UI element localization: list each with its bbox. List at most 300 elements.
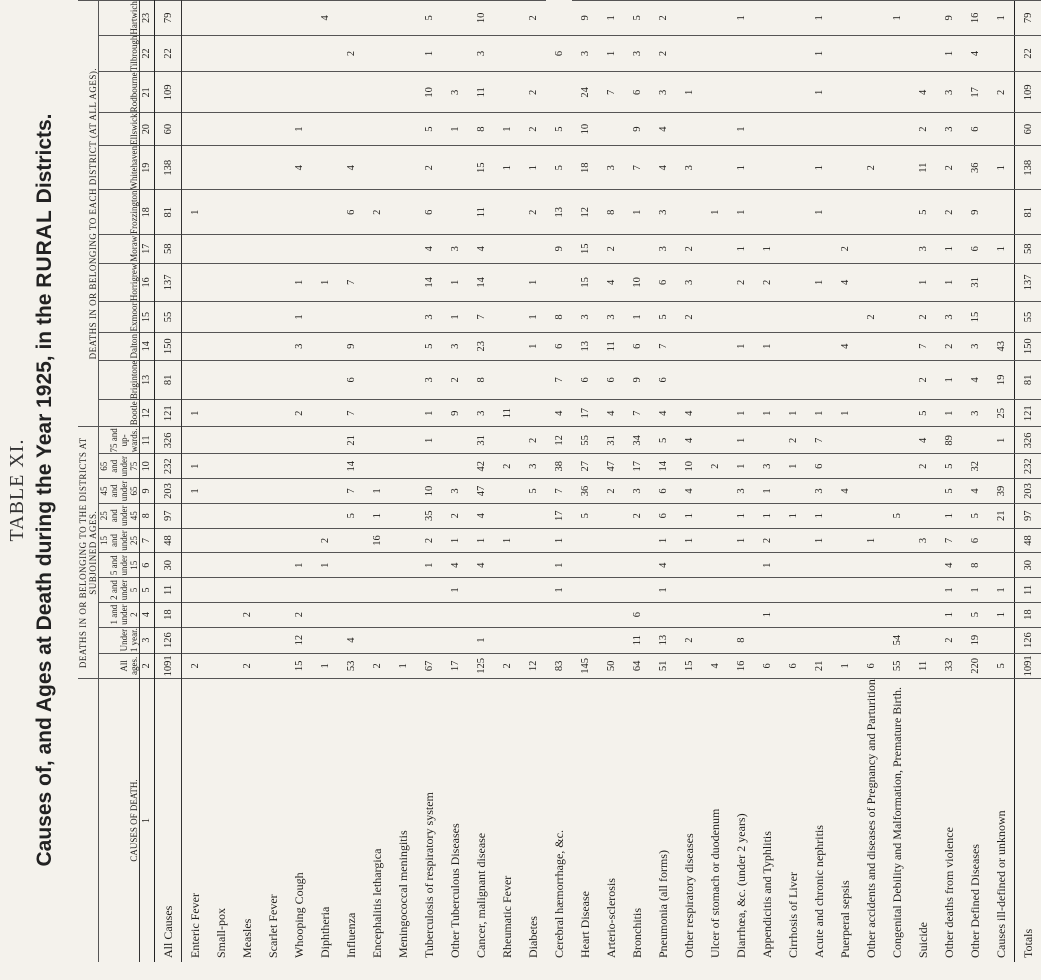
cell-value: 22 bbox=[155, 35, 182, 72]
cell-value bbox=[832, 553, 858, 578]
cell-value: 6 bbox=[598, 360, 624, 400]
cell-value: 2 bbox=[364, 653, 390, 678]
cell-value: 1 bbox=[728, 145, 754, 189]
cell-value: 12 bbox=[520, 653, 546, 678]
cell-value: 11 bbox=[155, 578, 182, 603]
column-header: Bootle bbox=[99, 400, 140, 427]
cell-value: 2 bbox=[416, 145, 442, 189]
column-number: 2 bbox=[140, 653, 155, 678]
cell-value bbox=[988, 553, 1015, 578]
cell-value: 2 bbox=[520, 72, 546, 113]
cell-value: 10 bbox=[416, 72, 442, 113]
cell-value: 1 bbox=[598, 35, 624, 72]
cell-value: 53 bbox=[338, 653, 364, 678]
cell-value bbox=[494, 479, 520, 504]
cell-value: 2 bbox=[598, 479, 624, 504]
cell-value: 51 bbox=[650, 653, 676, 678]
cell-value: 1 bbox=[312, 653, 338, 678]
cell-value: 1 bbox=[494, 113, 520, 146]
cell-value bbox=[260, 1, 286, 36]
cell-value bbox=[312, 332, 338, 360]
cell-value: 326 bbox=[1015, 427, 1041, 454]
cell-value bbox=[676, 35, 702, 72]
cell-value bbox=[260, 302, 286, 333]
cell-value bbox=[286, 578, 312, 603]
cell-value bbox=[234, 234, 260, 263]
cell-value: 31 bbox=[598, 427, 624, 454]
table-row bbox=[390, 1, 416, 963]
cell-value bbox=[208, 332, 234, 360]
column-number: 1 bbox=[140, 679, 155, 962]
cell-value bbox=[260, 145, 286, 189]
cell-value bbox=[390, 35, 416, 72]
cell-value: 4 bbox=[312, 1, 338, 36]
cell-value bbox=[260, 503, 286, 528]
cell-value bbox=[728, 35, 754, 72]
cell-value bbox=[494, 1, 520, 36]
cell-value bbox=[364, 263, 390, 302]
cell-value: 2 bbox=[676, 627, 702, 653]
cell-value: 1 bbox=[832, 400, 858, 427]
cell-value bbox=[832, 454, 858, 479]
cell-value: 2 bbox=[520, 113, 546, 146]
cell-value: 1 bbox=[754, 503, 780, 528]
cell-value bbox=[234, 72, 260, 113]
cell-value bbox=[780, 1, 806, 36]
cell-value bbox=[702, 553, 728, 578]
cell-value: 2 bbox=[702, 454, 728, 479]
table-row bbox=[702, 1, 728, 963]
cell-value bbox=[884, 553, 910, 578]
cell-value: 1 bbox=[754, 234, 780, 263]
cell-value bbox=[546, 602, 572, 627]
cell-value: 6 bbox=[858, 653, 884, 678]
cell-value bbox=[702, 332, 728, 360]
cell-value: 2 bbox=[416, 528, 442, 553]
cell-value bbox=[676, 360, 702, 400]
cell-value: 8 bbox=[962, 553, 988, 578]
table-row bbox=[988, 1, 1015, 963]
cell-value: 5 bbox=[962, 503, 988, 528]
cell-value bbox=[884, 528, 910, 553]
cell-value: 1 bbox=[988, 602, 1015, 627]
cell-value: 55 bbox=[572, 427, 598, 454]
cell-value: 2 bbox=[910, 302, 936, 333]
cell-value bbox=[754, 427, 780, 454]
cell-value: 2 bbox=[858, 145, 884, 189]
cell-value bbox=[364, 113, 390, 146]
cell-value: 3 bbox=[442, 72, 468, 113]
cell-value: 6 bbox=[806, 454, 832, 479]
cause-label: Causes ill-defined or unknown bbox=[988, 679, 1015, 962]
cell-value: 18 bbox=[572, 145, 598, 189]
cell-value: 15 bbox=[572, 263, 598, 302]
cell-value: 4 bbox=[962, 35, 988, 72]
column-header: Rodbourne bbox=[99, 72, 140, 113]
cell-value bbox=[494, 302, 520, 333]
cell-value bbox=[260, 653, 286, 678]
cell-value: 6 bbox=[962, 528, 988, 553]
cell-value: 3 bbox=[754, 454, 780, 479]
cell-value: 1 bbox=[884, 1, 910, 36]
cell-value: 1 bbox=[520, 332, 546, 360]
cell-value: 60 bbox=[1015, 113, 1041, 146]
cell-value: 97 bbox=[155, 503, 182, 528]
cell-value bbox=[546, 72, 572, 113]
cell-value: 30 bbox=[155, 553, 182, 578]
cell-value bbox=[364, 454, 390, 479]
cell-value bbox=[338, 528, 364, 553]
cell-value: 1 bbox=[676, 503, 702, 528]
column-header: All ages. bbox=[99, 653, 140, 678]
cell-value bbox=[754, 190, 780, 235]
cell-value bbox=[234, 113, 260, 146]
cell-value bbox=[390, 528, 416, 553]
cell-value: 1 bbox=[780, 400, 806, 427]
cell-value bbox=[702, 113, 728, 146]
column-header: Under 1 year. bbox=[99, 627, 140, 653]
cell-value bbox=[520, 360, 546, 400]
cell-value bbox=[234, 332, 260, 360]
cell-value bbox=[260, 479, 286, 504]
cell-value bbox=[312, 627, 338, 653]
cell-value bbox=[260, 332, 286, 360]
cause-label: Whooping Cough bbox=[286, 679, 312, 962]
column-header: 1 and under 2 bbox=[99, 602, 140, 627]
cell-value bbox=[884, 427, 910, 454]
cell-value bbox=[728, 72, 754, 113]
cell-value: 9 bbox=[442, 400, 468, 427]
cell-value: 3 bbox=[598, 302, 624, 333]
cell-value bbox=[598, 578, 624, 603]
cause-label: Pneumonia (all forms) bbox=[650, 679, 676, 962]
cell-value bbox=[754, 72, 780, 113]
column-number: 4 bbox=[140, 602, 155, 627]
cell-value bbox=[806, 360, 832, 400]
table-number: TABLE XI. bbox=[6, 438, 28, 542]
cell-value bbox=[858, 479, 884, 504]
cell-value bbox=[364, 602, 390, 627]
cell-value: 3 bbox=[910, 234, 936, 263]
cell-value: 31 bbox=[468, 427, 494, 454]
cell-value bbox=[364, 234, 390, 263]
column-number: 22 bbox=[140, 35, 155, 72]
cell-value bbox=[494, 190, 520, 235]
cell-value bbox=[572, 602, 598, 627]
cell-value bbox=[364, 400, 390, 427]
cell-value bbox=[260, 360, 286, 400]
cause-label: Scarlet Fever bbox=[260, 679, 286, 962]
cell-value: 15 bbox=[286, 653, 312, 678]
cell-value: 3 bbox=[650, 234, 676, 263]
table-row bbox=[858, 1, 884, 963]
cell-value: 7 bbox=[598, 72, 624, 113]
cell-value bbox=[442, 427, 468, 454]
cell-value: 1 bbox=[520, 145, 546, 189]
cell-value: 48 bbox=[155, 528, 182, 553]
cell-value bbox=[806, 627, 832, 653]
cell-value bbox=[806, 602, 832, 627]
cause-label: Other accidents and diseases of Pregnancy and Parturition bbox=[858, 679, 884, 962]
cell-value bbox=[780, 302, 806, 333]
cell-value bbox=[260, 553, 286, 578]
cell-value: 1 bbox=[754, 479, 780, 504]
cell-value: 138 bbox=[1015, 145, 1041, 189]
cell-value: 1 bbox=[702, 190, 728, 235]
cell-value: 1 bbox=[182, 400, 209, 427]
cell-value bbox=[234, 145, 260, 189]
cell-value bbox=[416, 627, 442, 653]
cell-value bbox=[390, 627, 416, 653]
cell-value bbox=[624, 578, 650, 603]
cell-value: 33 bbox=[936, 653, 962, 678]
cell-value: 1 bbox=[832, 653, 858, 678]
cell-value: 2 bbox=[910, 454, 936, 479]
cell-value bbox=[312, 454, 338, 479]
cell-value bbox=[858, 1, 884, 36]
cell-value bbox=[806, 234, 832, 263]
cause-label: Ulcer of stomach or duodenum bbox=[702, 679, 728, 962]
cell-value: 1 bbox=[728, 454, 754, 479]
cell-value: 42 bbox=[468, 454, 494, 479]
cell-value bbox=[390, 302, 416, 333]
cell-value bbox=[260, 454, 286, 479]
cell-value: 1 bbox=[962, 578, 988, 603]
column-header: Whitehaven bbox=[99, 145, 140, 189]
column-header: Frozzington bbox=[99, 190, 140, 235]
cause-label: Rheumatic Fever bbox=[494, 679, 520, 962]
cell-value: 5 bbox=[936, 454, 962, 479]
cell-value: 3 bbox=[936, 302, 962, 333]
cell-value: 8 bbox=[468, 113, 494, 146]
cell-value: 55 bbox=[1015, 302, 1041, 333]
cell-value: 1 bbox=[676, 528, 702, 553]
cell-value: 31 bbox=[962, 263, 988, 302]
cell-value bbox=[234, 528, 260, 553]
cell-value bbox=[312, 427, 338, 454]
table-row bbox=[155, 1, 182, 963]
cell-value bbox=[208, 400, 234, 427]
cell-value: 5 bbox=[416, 113, 442, 146]
column-header: 65 and under 75 bbox=[99, 454, 140, 479]
cell-value: 10 bbox=[468, 1, 494, 36]
cell-value bbox=[780, 72, 806, 113]
cell-value bbox=[390, 263, 416, 302]
cell-value bbox=[702, 234, 728, 263]
cell-value bbox=[208, 234, 234, 263]
main-title bbox=[33, 0, 57, 980]
cell-value: 1 bbox=[312, 263, 338, 302]
cell-value: 6 bbox=[624, 72, 650, 113]
cell-value: 2 bbox=[676, 234, 702, 263]
cell-value bbox=[312, 360, 338, 400]
cause-label: Other respiratory diseases bbox=[676, 679, 702, 962]
cell-value bbox=[312, 234, 338, 263]
cell-value bbox=[390, 234, 416, 263]
cell-value: 1 bbox=[364, 503, 390, 528]
column-header: 45 and under 65 bbox=[99, 479, 140, 504]
cell-value bbox=[858, 454, 884, 479]
table-row bbox=[754, 1, 780, 963]
cell-value: 1 bbox=[598, 1, 624, 36]
cell-value: 1 bbox=[936, 360, 962, 400]
cell-value: 6 bbox=[546, 332, 572, 360]
cell-value bbox=[442, 602, 468, 627]
column-header: Moraw bbox=[99, 234, 140, 263]
cell-value: 81 bbox=[1015, 190, 1041, 235]
cell-value: 5 bbox=[988, 653, 1015, 678]
column-header: CAUSES OF DEATH. bbox=[99, 679, 140, 962]
cell-value: 4 bbox=[962, 479, 988, 504]
cell-value bbox=[390, 553, 416, 578]
column-header: Exmoor bbox=[99, 302, 140, 333]
cell-value: 2 bbox=[338, 35, 364, 72]
cell-value bbox=[702, 302, 728, 333]
cause-label: Tuberculosis of respiratory system bbox=[416, 679, 442, 962]
cell-value: 14 bbox=[416, 263, 442, 302]
cell-value bbox=[910, 553, 936, 578]
cell-value: 12 bbox=[546, 427, 572, 454]
cell-value bbox=[286, 503, 312, 528]
cell-value bbox=[780, 263, 806, 302]
cell-value: 1 bbox=[520, 302, 546, 333]
cell-value bbox=[780, 553, 806, 578]
cell-value bbox=[182, 72, 209, 113]
cell-value: 6 bbox=[650, 360, 676, 400]
cell-value: 1 bbox=[182, 479, 209, 504]
cell-value bbox=[494, 360, 520, 400]
cell-value: 14 bbox=[468, 263, 494, 302]
cell-value bbox=[208, 479, 234, 504]
table-body bbox=[155, 1, 1041, 963]
cell-value bbox=[780, 627, 806, 653]
cell-value bbox=[884, 35, 910, 72]
cell-value: 7 bbox=[338, 263, 364, 302]
column-number: 11 bbox=[140, 427, 155, 454]
cell-value bbox=[884, 113, 910, 146]
column-header: Brigintone bbox=[99, 360, 140, 400]
cell-value: 121 bbox=[1015, 400, 1041, 427]
column-number: 5 bbox=[140, 578, 155, 603]
cell-value: 6 bbox=[572, 360, 598, 400]
cell-value bbox=[312, 72, 338, 113]
cell-value bbox=[364, 332, 390, 360]
cell-value bbox=[910, 1, 936, 36]
cell-value: 203 bbox=[155, 479, 182, 504]
cell-value bbox=[286, 528, 312, 553]
cell-value: 7 bbox=[546, 360, 572, 400]
cell-value: 21 bbox=[988, 503, 1015, 528]
cell-value: 203 bbox=[1015, 479, 1041, 504]
cell-value bbox=[182, 234, 209, 263]
cell-value: 1 bbox=[442, 263, 468, 302]
column-number: 9 bbox=[140, 479, 155, 504]
cell-value: 11 bbox=[494, 400, 520, 427]
cell-value: 2 bbox=[858, 302, 884, 333]
cause-label: Cancer, malignant disease bbox=[468, 679, 494, 962]
cell-value: 54 bbox=[884, 627, 910, 653]
cell-value bbox=[182, 528, 209, 553]
cell-value: 326 bbox=[155, 427, 182, 454]
cell-value: 220 bbox=[962, 653, 988, 678]
cell-value bbox=[260, 35, 286, 72]
cell-value bbox=[494, 602, 520, 627]
cell-value: 6 bbox=[650, 503, 676, 528]
cell-value bbox=[910, 578, 936, 603]
cell-value bbox=[390, 360, 416, 400]
cell-value: 145 bbox=[572, 653, 598, 678]
cell-value bbox=[390, 503, 416, 528]
cell-value bbox=[806, 553, 832, 578]
cell-value bbox=[286, 72, 312, 113]
cause-label: Cerebral hæmorrhage, &c. bbox=[546, 679, 572, 962]
cell-value: 5 bbox=[650, 302, 676, 333]
cell-value: 17 bbox=[546, 503, 572, 528]
cell-value bbox=[182, 427, 209, 454]
cell-value bbox=[884, 602, 910, 627]
cell-value bbox=[884, 332, 910, 360]
cell-value bbox=[858, 427, 884, 454]
cause-label: Arterio-sclerosis bbox=[598, 679, 624, 962]
cause-group-header bbox=[78, 679, 99, 962]
cell-value: 1 bbox=[936, 503, 962, 528]
cell-value: 1 bbox=[494, 528, 520, 553]
ages-group-header: DEATHS IN OR BELONGING TO THE DISTRICTS AT SUBJOINED AGES. bbox=[78, 427, 99, 679]
table-row bbox=[676, 1, 702, 963]
column-header: 75 and up-wards. bbox=[99, 427, 140, 454]
cell-value: 3 bbox=[624, 479, 650, 504]
cell-value bbox=[208, 263, 234, 302]
column-header: Tilbrough bbox=[99, 35, 140, 72]
cell-value: 24 bbox=[572, 72, 598, 113]
cell-value: 55 bbox=[155, 302, 182, 333]
cell-value bbox=[260, 400, 286, 427]
cell-value: 2 bbox=[936, 190, 962, 235]
cell-value bbox=[884, 190, 910, 235]
cell-value: 47 bbox=[468, 479, 494, 504]
cell-value: 6 bbox=[338, 190, 364, 235]
table-row bbox=[650, 1, 676, 963]
title-rural: RURAL bbox=[33, 209, 56, 288]
cell-value bbox=[806, 332, 832, 360]
cell-value: 2 bbox=[936, 332, 962, 360]
table-row bbox=[442, 1, 468, 963]
cell-value: 58 bbox=[1015, 234, 1041, 263]
cell-value bbox=[312, 479, 338, 504]
column-number: 6 bbox=[140, 553, 155, 578]
cell-value bbox=[390, 1, 416, 36]
cell-value bbox=[494, 234, 520, 263]
cell-value bbox=[494, 627, 520, 653]
cell-value bbox=[572, 528, 598, 553]
column-header: 2 and under 5 bbox=[99, 578, 140, 603]
cell-value bbox=[520, 35, 546, 72]
cell-value bbox=[338, 1, 364, 36]
cell-value: 3 bbox=[624, 35, 650, 72]
cell-value bbox=[832, 1, 858, 36]
table-row bbox=[806, 1, 832, 963]
cell-value: 1 bbox=[936, 400, 962, 427]
cell-value: 5 bbox=[416, 332, 442, 360]
cell-value: 16 bbox=[962, 1, 988, 36]
cell-value: 19 bbox=[962, 627, 988, 653]
cell-value bbox=[754, 302, 780, 333]
cell-value: 67 bbox=[416, 653, 442, 678]
cell-value bbox=[754, 578, 780, 603]
cell-value: 38 bbox=[546, 454, 572, 479]
cell-value: 3 bbox=[598, 145, 624, 189]
cell-value: 1 bbox=[650, 578, 676, 603]
